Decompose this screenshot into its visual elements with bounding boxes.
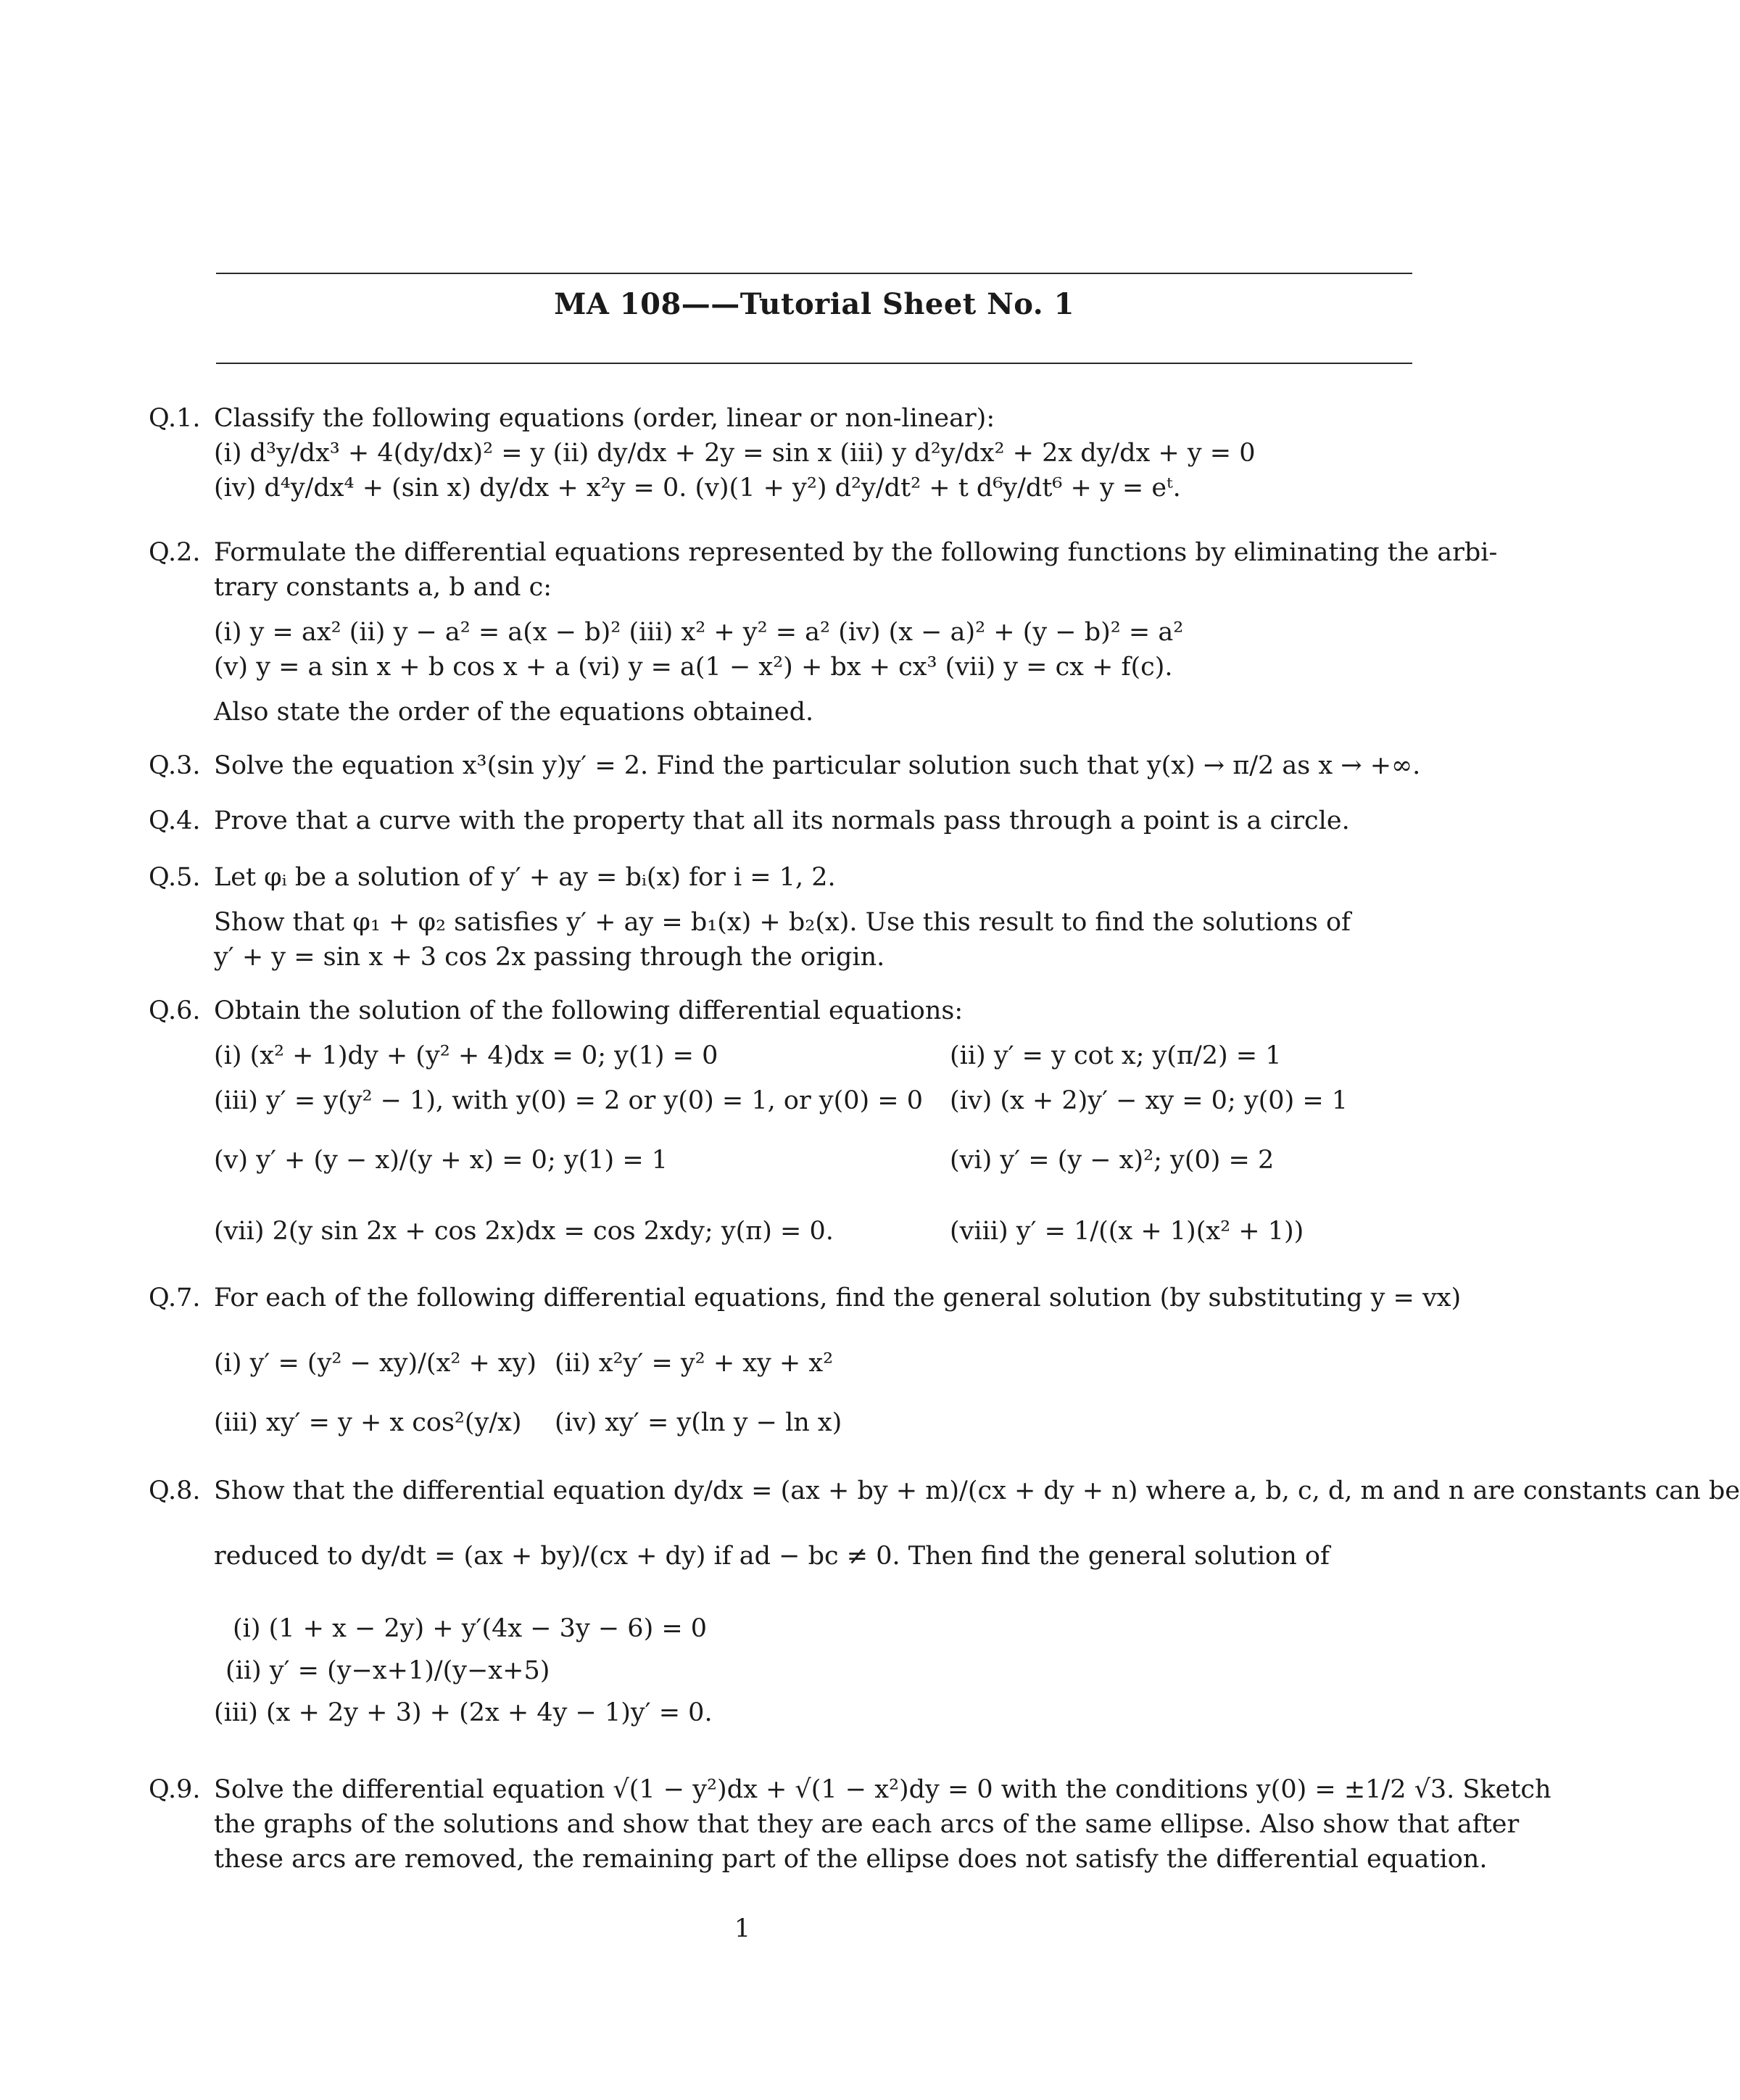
equation-line: (i) (1 + x − 2y) + y′(4x − 3y − 6) = 0 <box>233 1614 708 1643</box>
question-text: y′ + y = sin x + 3 cos 2x passing through the origin. <box>214 943 885 972</box>
equation-left: (iii) xy′ = y + x cos²(y/x) <box>214 1408 522 1437</box>
question-number: Q.2. <box>149 538 201 567</box>
equation-line: (iv) d⁴y/dx⁴ + (sin x) dy/dx + x²y = 0. (v)(1 + y²) d²y/dt² + t d⁶y/dt⁶ + y = eᵗ. <box>214 474 1181 503</box>
question-number: Q.1. <box>149 404 201 433</box>
question-2 <box>149 535 1498 729</box>
equation-pair <box>214 1214 1414 1249</box>
question-text: Obtain the solution of the following differential equations: <box>214 996 964 1025</box>
question-4 <box>149 803 1414 838</box>
equation-right: (ii) x²y′ = y² + xy + x² <box>555 1349 834 1378</box>
question-text: Solve the equation x³(sin y)y′ = 2. Find the particular solution such that y(x) → π/2 as x → +∞. <box>214 751 1421 780</box>
title-rule <box>216 363 1412 364</box>
equation-left: (v) y′ + (y − x)/(y + x) = 0; y(1) = 1 <box>214 1146 668 1175</box>
equation-left: (i) y′ = (y² − xy)/(x² + xy) <box>214 1349 537 1378</box>
question-text: Also state the order of the equations obtained. <box>214 698 814 727</box>
page-number: 1 <box>734 1914 751 1943</box>
question-text: the graphs of the solutions and show that they are each arcs of the same ellipse. Also show that after <box>214 1810 1520 1839</box>
question-number: Q.8. <box>149 1476 201 1505</box>
equation-right: (vi) y′ = (y − x)²; y(0) = 2 <box>950 1146 1275 1175</box>
question-9 <box>149 1772 1552 1877</box>
question-number: Q.6. <box>149 996 201 1025</box>
equation-right: (viii) y′ = 1/((x + 1)(x² + 1)) <box>950 1217 1304 1246</box>
equation-left: (i) (x² + 1)dy + (y² + 4)dx = 0; y(1) = 0 <box>214 1041 718 1070</box>
question-3 <box>149 748 1421 783</box>
question-text: trary constants a, b and c: <box>214 573 552 602</box>
question-6 <box>149 993 1414 1249</box>
equation-line: (ii) y′ = (y−x+1)/(y−x+5) <box>225 1656 550 1685</box>
equation-line: (i) d³y/dx³ + 4(dy/dx)² = y (ii) dy/dx + 2y = sin x (iii) y d²y/dx² + 2x dy/dx + y = 0 <box>214 439 1256 468</box>
question-5 <box>149 860 1414 975</box>
question-number: Q.4. <box>149 806 201 835</box>
question-text: Prove that a curve with the property that all its normals pass through a point is a circle. <box>214 806 1350 835</box>
question-text: Formulate the differential equations represented by the following functions by eliminating the arbi- <box>214 538 1498 567</box>
question-text: For each of the following differential equations, find the general solution (by substituting y = vx) <box>214 1283 1462 1312</box>
equation-pair <box>214 1083 1414 1118</box>
question-text: Show that the differential equation dy/dx = (ax + by + m)/(cx + dy + n) where a, b, c, d, m and n are constants can be <box>214 1476 1740 1505</box>
question-text: Show that φ₁ + φ₂ satisfies y′ + ay = b₁(x) + b₂(x). Use this result to find the solutions of <box>214 908 1351 937</box>
page-title: MA 108——Tutorial Sheet No. 1 <box>554 287 1074 321</box>
question-text: Solve the differential equation √(1 − y²)dx + √(1 − x²)dy = 0 with the conditions y(0) = ±1/2 √3. Sketch <box>214 1775 1552 1804</box>
equation-right: (ii) y′ = y cot x; y(π/2) = 1 <box>950 1041 1282 1070</box>
question-text: these arcs are removed, the remaining part of the ellipse does not satisfy the differential equation. <box>214 1845 1488 1874</box>
equation-pair <box>214 1346 1414 1381</box>
question-8 <box>149 1473 1740 1730</box>
question-number: Q.9. <box>149 1775 201 1804</box>
equation-line: (iii) (x + 2y + 3) + (2x + 4y − 1)y′ = 0. <box>214 1698 713 1727</box>
equation-pair <box>214 1143 1414 1178</box>
question-text: reduced to dy/dt = (ax + by)/(cx + dy) if ad − bc ≠ 0. Then find the general solution of <box>214 1542 1330 1571</box>
question-number: Q.7. <box>149 1283 201 1312</box>
question-text: Let φᵢ be a solution of y′ + ay = bᵢ(x) for i = 1, 2. <box>214 863 836 892</box>
question-7 <box>149 1281 1462 1440</box>
equation-pair <box>214 1405 1414 1440</box>
question-text: Classify the following equations (order, linear or non-linear): <box>214 404 995 433</box>
question-number: Q.5. <box>149 863 201 892</box>
equation-line: (v) y = a sin x + b cos x + a (vi) y = a(1 − x²) + bx + cx³ (vii) y = cx + f(c). <box>214 653 1173 682</box>
question-1 <box>149 401 1414 505</box>
equation-left: (vii) 2(y sin 2x + cos 2x)dx = cos 2xdy; y(π) = 0. <box>214 1217 834 1246</box>
equation-pair <box>214 1038 1414 1073</box>
top-rule <box>216 273 1412 274</box>
equation-right: (iv) (x + 2)y′ − xy = 0; y(0) = 1 <box>950 1086 1348 1115</box>
question-number: Q.3. <box>149 751 201 780</box>
equation-left: (iii) y′ = y(y² − 1), with y(0) = 2 or y(0) = 1, or y(0) = 0 <box>214 1086 924 1115</box>
equation-line: (i) y = ax² (ii) y − a² = a(x − b)² (iii) x² + y² = a² (iv) (x − a)² + (y − b)² = a² <box>214 618 1184 647</box>
equation-right: (iv) xy′ = y(ln y − ln x) <box>555 1408 842 1437</box>
